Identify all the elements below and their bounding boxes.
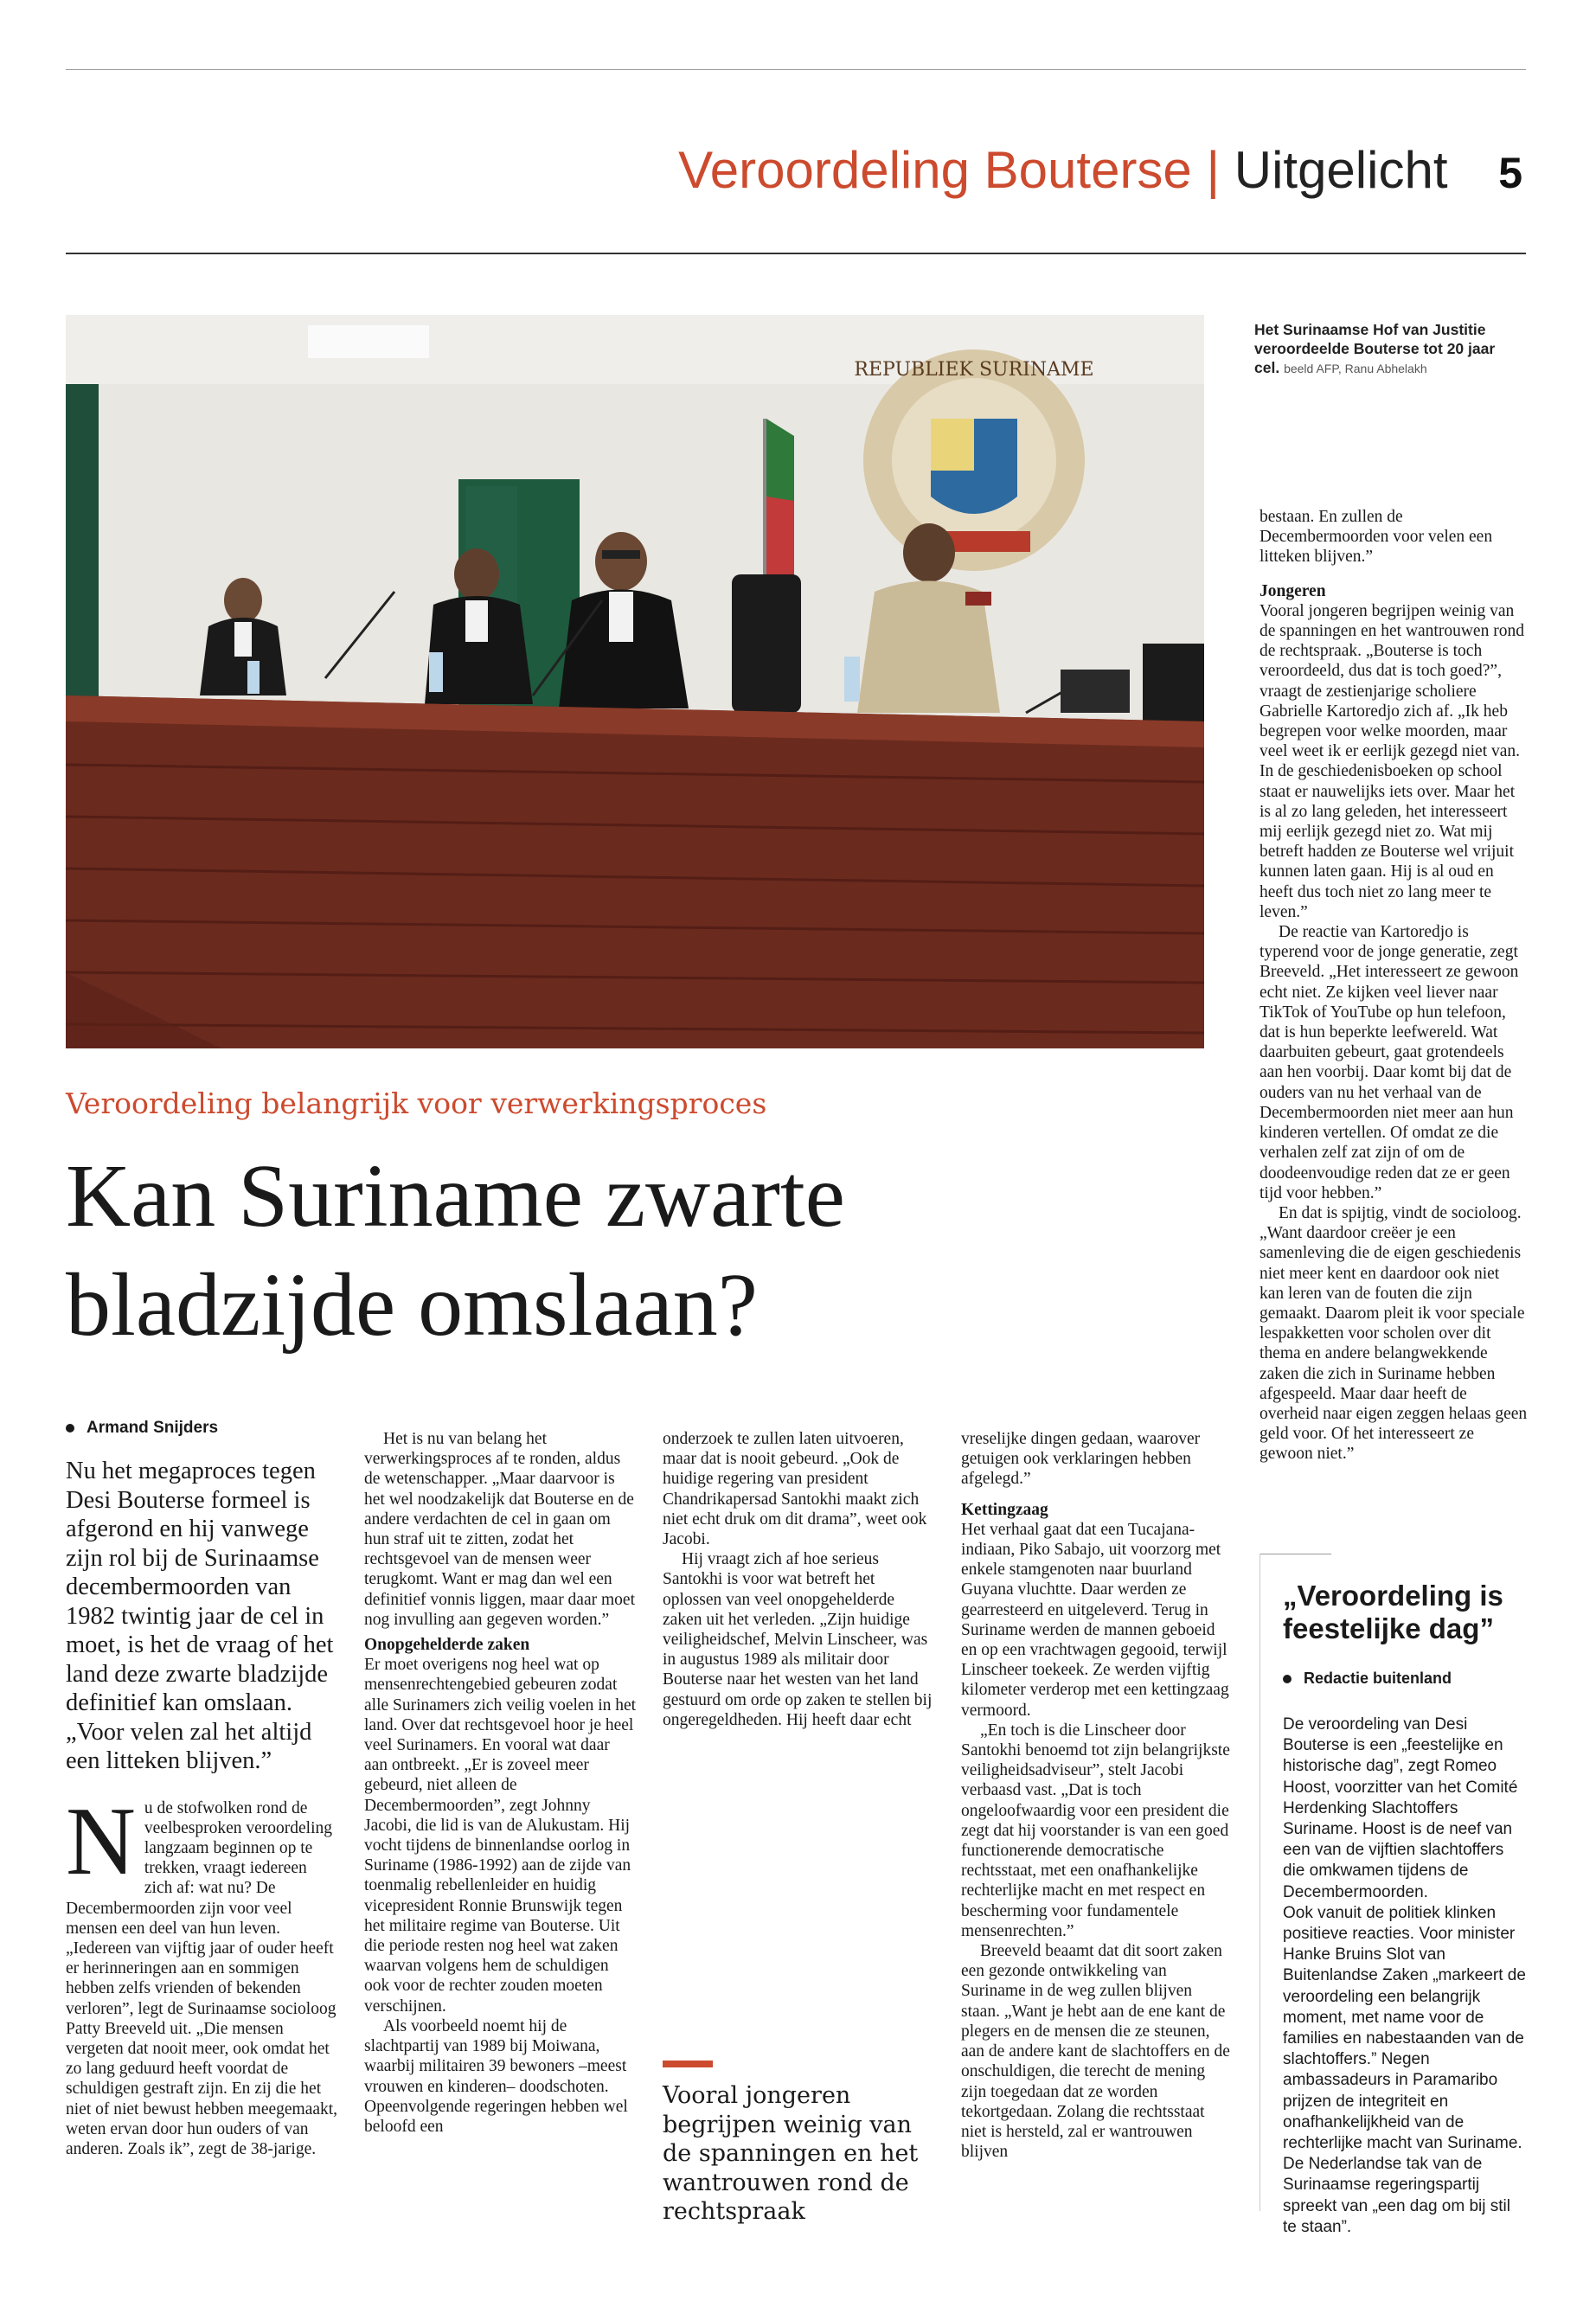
courtroom-photo — [66, 315, 1204, 1048]
column-4 — [961, 1429, 1234, 2162]
column-5 — [1259, 507, 1528, 1465]
page-header — [606, 140, 1540, 201]
col5-paragraph-1: bestaan. En zullen de Decembermoorden voor velen een litteken blijven.” — [1259, 508, 1493, 567]
subhead-jongeren: Jongeren — [1259, 581, 1326, 600]
sidebar-box — [1259, 1554, 1529, 2236]
emblem-text: REPUBLIEK SURINAME — [854, 359, 1094, 381]
article-headline: Kan Suriname zwarte bladzijde omslaan? — [66, 1146, 845, 1355]
column-3 — [663, 1429, 935, 1730]
col3-paragraph-1: onderzoek te zullen laten uitvoeren, maar dat is nooit gebeurd. „Ook de huidige regering van president Chandrikapersad Santokhi maakt zich niet echt druk om dit drama”, weet ook Jacobi. — [663, 1430, 927, 1549]
byline — [66, 1419, 338, 1438]
article-lead: Nu het megaproces tegen Desi Bouterse formeel is afgerond en hij vanwege zijn rol bij de Surinaamse decembermoorden van 1982 twintig jaar de cel in moet, is het de vraag of het land deze zwarte bladzijde definitief kan omslaan. „Voor velen zal het altijd een litteken blijven.” — [66, 1458, 334, 1774]
pullquote-rule — [663, 2061, 713, 2067]
header-rule — [66, 253, 1526, 254]
pullquote: Vooral jongeren begrijpen weinig van de spanningen en het wantrouwen rond de rechtspraak — [663, 2082, 919, 2225]
col2-paragraph-3: Als voorbeeld noemt hij de slachtpartij van 1989 bij Moiwana, waarbij militairen 39 bewoners –meest vrouwen en kinderen– doodschoten. Opeenvolgende regeringen hebben wel beloofd een — [364, 2016, 628, 2136]
sidebar-headline: „Veroordeling is feestelijke dag” — [1283, 1580, 1503, 1644]
header-section: Veroordeling Bouterse — [678, 141, 1192, 199]
column-1-body — [66, 1787, 338, 2160]
courtroom-illustration — [66, 315, 1204, 1048]
dropcap: N — [66, 1787, 136, 1895]
header-category: Uitgelicht — [1234, 141, 1448, 199]
col5-paragraph-4: En dat is spijtig, vindt de socioloog. „Want daardoor creëer je een samenleving die de eigen geschiedenis niet meer kent en daardoor ook niet kan leren van de fouten die zijn gemaakt. Daarom pleit ik voor speciale lespakketten voor scholen over dit thema en andere belangwekkende zaken die zich in Suriname hebben afgespeeld. Maar daar heeft de overheid naar eigen zeggen helaas geen geld voor. Of het interesseert ze gewoon niet.” — [1259, 1203, 1528, 1464]
subhead-onopgehelderde: Onopgehelderde zaken — [364, 1636, 530, 1655]
col5-paragraph-2: Vooral jongeren begrijpen weinig van de spanningen en het wantrouwen rond de rechtspraak. „Bouterse is toch veroordeeld, dus dat is toch goed?”, vraagt de zestienjarige scholiere Gabrielle Kartoredjo zich af. „Ik heb begrepen voor welke moorden, maar veel weet ik er eerlijk gezegd niet van. In de geschiedenisboeken op school staat er nauwelijks iets over. Maar het is al zo lang geleden, het interesseert mij eerlijk gezegd niet zo. Wat mij betreft hadden ze Bouterse wel vrijuit kunnen laten gaan. Hij is al oud en heeft dus toch niet zo lang meer te leven.” — [1259, 601, 1524, 921]
col3-paragraph-2: Hij vraagt zich af hoe serieus Santokhi is voor wat betreft het oplossen van veel onopgehelderde zaken uit het verleden. „Zijn huidige veiligheidschef, Melvin Linscheer, was in augustus 1989 als militair door Bouterse naar het westen van het land gestuurd om orde op zaken te stellen bij ongeregeldheden. Hij heeft daar echt — [663, 1550, 933, 1729]
col4-paragraph-2: Het verhaal gaat dat een Tucajana-indiaan, Piko Sabajo, uit voorzorg met enkele stamgenoten naar buurland Guyana vluchtte. Daar werden ze gearresteerd en uitgeleverd. Terug in Suriname werden de mannen geboeid en op een vrachtwagen gegooid, terwijl Linscheer toekeek. Ze werden vijftig kilometer verderop met een kettingzaag vermoord. — [961, 1520, 1229, 1720]
byline-author: Armand Snijders — [87, 1419, 219, 1437]
col1-paragraph: u de stofwolken rond de veelbesproken veroordeling langzaam beginnen op te trekken, vraagt iedereen zich af: wat nu? De Decembermoorden zijn voor veel mensen een deel van hun leven. „Iedereen van vijftig jaar of ouder heeft er herinneringen aan en sommigen hebben zelfs vrienden of bekenden verloren”, legt de Surinaamse socioloog Patty Breeveld uit. „Die mensen vergeten dat nooit meer, ook omdat het zo lang geduurd heeft voordat de schuldigen gestraft zijn. En zij die het niet of niet bewust hebben meegemaakt, weten ervan door hun ouders of van anderen. Zoals ik”, zegt de 38-jarige. — [66, 1798, 338, 2158]
caption-text: Het Surinaamse Hof van Justitie veroordeelde Bouterse tot 20 jaar cel. — [1254, 321, 1496, 376]
caption-credit: beeld AFP, Ranu Abhelakh — [1284, 362, 1427, 375]
top-rule — [66, 69, 1526, 70]
col2-paragraph-2: Er moet overigens nog heel wat op mensenrechtengebied gebeuren zodat alle Surinamers zich veilig voelen in het land. Over dat rechtsgevoel hoor je heel veel Surinamers. En vooral wat daar aan ontbreekt. „Er is zoveel meer gebeurd, niet alleen de Decembermoorden”, zegt Johnny Jacobi, die lid is van de Alukustam. Hij vocht tijdens de binnenlandse oorlog in Suriname (1986-1992) aan de zijde van toenmalig rebellenleider en huidig vicepresident Ronnie Brunswijk tegen het militaire regime van Bouterse. Uit die periode resten nog heel wat zaken waarvan volgens hem de schuldigen ook voor de rechter zouden moeten verschijnen. — [364, 1656, 637, 2016]
sidebar-body — [1283, 1715, 1529, 2238]
col4-paragraph-4: Breeveld beaamt dat dit soort zaken een gezonde ontwikkeling van Suriname in de weg zullen blijven staan. „Want je hebt aan de ene kant de plegers en de mensen die ze steunen, aan de andere kant de slachtoffers en de onschuldigen, die terecht de mening zijn toegedaan dat ze worden tekortgedaan. Zolang die rechtsstaat niet is hersteld, zal er wantrouwen blijven — [961, 1942, 1230, 2162]
photo-caption — [1254, 320, 1514, 378]
subhead-kettingzaag: Kettingzaag — [961, 1500, 1048, 1519]
sidebar-byline-text: Redactie buitenland — [1304, 1670, 1452, 1687]
bullet-icon — [66, 1424, 74, 1433]
sidebar-paragraph-1: De veroordeling van Desi Bouterse is een „feestelijke en historische dag”, zegt Romeo Hoost, voorzitter van het Comité Herdenking Slachtoffers Suriname. Hoost is de neef van een van de vijftien slachtoffers die omkwamen tijdens de Decembermoorden. — [1283, 1715, 1518, 1901]
col5-paragraph-3: De reactie van Kartoredjo is typerend voor de jonge generatie, zegt Breeveld. „Het interesseert ze gewoon echt niet. Ze kijken veel liever naar TikTok of YouTube op hun telefoon, dat is hun beperkte leefwereld. Wat daarbuiten gebeurt, gaat grotendeels aan hen voorbij. Daar komt bij dat de ouders van nu het verhaal van de Decembermoorden niet meer aan hun kinderen vertellen. Of omdat ze die verhalen zelf zat zijn of om de doodeenvoudige reden dat ze er geen tijd voor hebben.” — [1259, 923, 1519, 1202]
page-number: 5 — [1498, 149, 1522, 197]
sidebar-byline — [1283, 1670, 1529, 1688]
header-separator: | — [1206, 141, 1221, 199]
column-1 — [66, 1419, 338, 2159]
bullet-icon — [1283, 1675, 1292, 1683]
col4-paragraph-3: „En toch is die Linscheer door Santokhi benoemd tot zijn belangrijkste veiligheidsadviseur”, stelt Jacobi verbaasd vast. „Dat is toch ongeloofwaardig voor een president die zegt dat hij voorstander is van een goed functionerende democratische rechtsstaat, met een onafhankelijke rechterlijke macht en met respect en bescherming voor fundamentele mensenrechten.” — [961, 1721, 1230, 1940]
col2-paragraph-1: Het is nu van belang het verwerkingsproces af te ronden, aldus de wetenschapper. „Maar daarvoor is het wel noodzakelijk dat Bouterse en de andere verdachten de cel in gaan om hun straf uit te zitten, zodat het rechtsgevoel van de mensen weer terugkomt. Want er mag dan wel een definitief vonnis liggen, maar daar moet nog invulling aan gegeven worden.” — [364, 1430, 635, 1629]
col4-paragraph-1: vreselijke dingen gedaan, waarover getuigen ook verklaringen hebben afgelegd.” — [961, 1430, 1201, 1489]
sidebar-paragraph-2: Ook vanuit de politiek klinken positieve reacties. Voor minister Hanke Bruins Slot van Buitenlandse Zaken „markeert de veroordeling een belangrijk moment, met name voor de families en nabestaanden van de slachtoffers.” Negen ambassadeurs in Paramaribo prijzen de integriteit en onafhankelijkheid van de rechterlijke macht van Suriname. De Nederlandse tak van de Surinaamse regeringspartij spreekt van „een dag om bij stil te staan”. — [1283, 1903, 1526, 2236]
article-kicker: Veroordeling belangrijk voor verwerkingsproces — [66, 1086, 767, 1120]
column-2 — [364, 1429, 637, 2137]
